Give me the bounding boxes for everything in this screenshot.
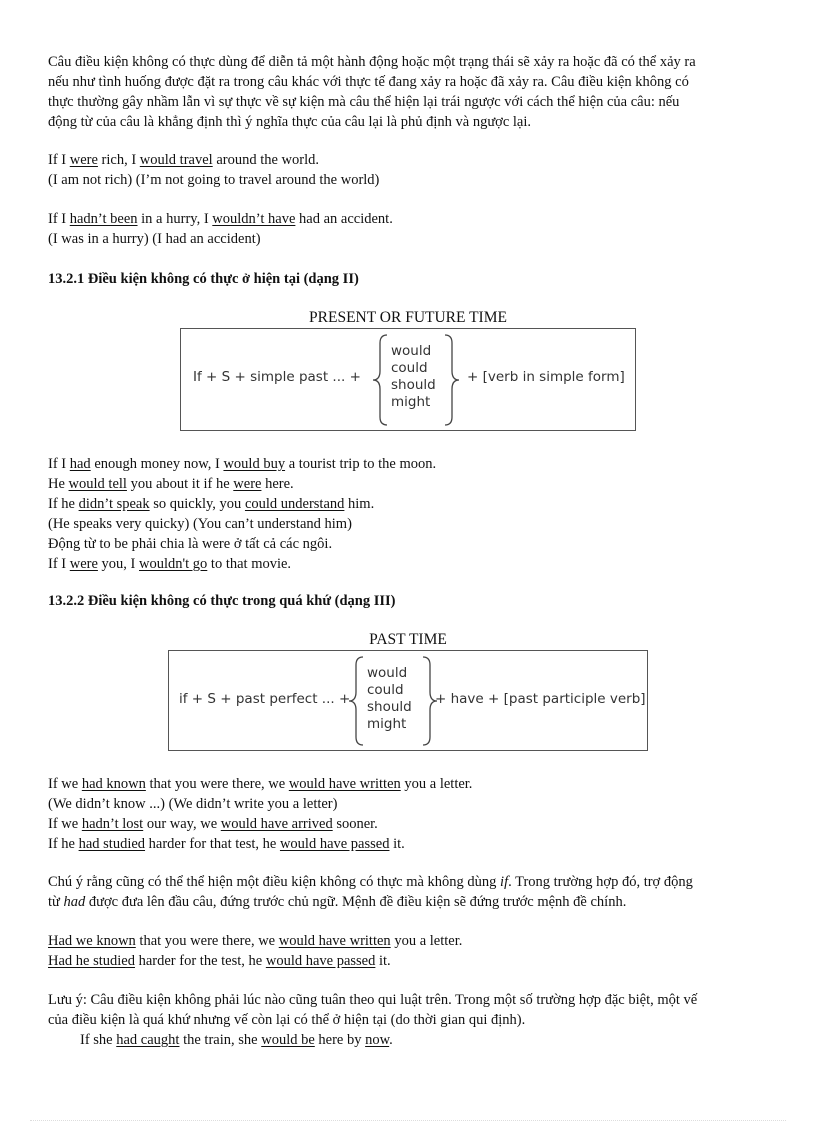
intro-line: thực thường gây nhầm lẫn vì sự thực về sự kiện mà câu thể hiện lại trái ngược với cách thể hiện của câu: nếu xyxy=(48,94,680,110)
section-heading: 13.2.2 Điều kiện không có thực trong quá khứ (dạng III) xyxy=(48,593,396,609)
modal-might: might xyxy=(367,716,407,732)
right-brace-icon xyxy=(443,333,461,427)
inversion-line: từ had được đưa lên đầu câu, đứng trước chủ ngữ. Mệnh đề điều kiện sẽ đứng trước mệnh đề chính. xyxy=(48,894,627,910)
example-sentence: If I hadn’t been in a hurry, I wouldn’t have had an accident. xyxy=(48,211,393,227)
inversion-paragraph xyxy=(48,872,768,912)
example-block xyxy=(48,209,768,249)
example-sentence: If I were you, I wouldn't go to that movie. xyxy=(48,556,292,572)
example-sentence: If he had studied harder for that test, he would have passed it. xyxy=(48,836,405,852)
section-heading: 13.2.1 Điều kiện không có thực ở hiện tại (dạng II) xyxy=(48,271,359,287)
example-list xyxy=(48,454,768,574)
example-sentence: If she had caught the train, she would be here by now. xyxy=(80,1032,393,1048)
formula-box xyxy=(180,328,636,431)
modal-might: might xyxy=(391,394,431,410)
example-sentence: If he didn’t speak so quickly, you could understand him. xyxy=(48,496,375,512)
modal-could: could xyxy=(367,682,404,698)
figure-title: PAST TIME xyxy=(369,631,447,648)
example-sentence: If I were rich, I would travel around the world. xyxy=(48,152,319,168)
rule-text: Động từ to be phải chia là were ở tất cả các ngôi. xyxy=(48,536,333,552)
example-block xyxy=(48,150,768,190)
example-sentence: If we hadn’t lost our way, we would have arrived sooner. xyxy=(48,816,378,832)
intro-line: nếu như tình huống được đặt ra trong câu khác với thực tế đang xảy ra hoặc đã xảy ra. Câu điều kiện không có xyxy=(48,74,689,90)
modal-list xyxy=(391,343,436,411)
intro-line: Câu điều kiện không có thực dùng để diễn tả một hành động hoặc một trạng thái sẽ xảy ra hoặc đã có thể xảy ra xyxy=(48,54,696,70)
example-note: (He speaks very quicky) (You can’t understand him) xyxy=(48,516,352,532)
formula-right: + [verb in simple form] xyxy=(467,369,625,385)
modal-would: would xyxy=(391,343,432,359)
formula-left: if + S + past perfect ... + xyxy=(179,691,351,707)
example-note: (I was in a hurry) (I had an accident) xyxy=(48,231,261,247)
note-line: của điều kiện là quá khứ nhưng vế còn lại có thể ở hiện tại (do thời gian qui định). xyxy=(48,1012,526,1028)
modal-could: could xyxy=(391,360,428,376)
modal-should: should xyxy=(367,699,412,715)
formula-left: If + S + simple past ... + xyxy=(193,369,361,385)
modal-would: would xyxy=(367,665,408,681)
formula-right: + have + [past participle verb] xyxy=(435,691,646,707)
left-brace-icon xyxy=(371,333,389,427)
example-note: (I am not rich) (I’m not going to travel around the world) xyxy=(48,172,380,188)
formula-box xyxy=(168,650,648,751)
modal-list xyxy=(367,665,412,733)
example-note: (We didn’t know ...) (We didn’t write you a letter) xyxy=(48,796,338,812)
final-note xyxy=(48,990,768,1050)
inversion-line: Chú ý rằng cũng có thể thể hiện một điều kiện không có thực mà không dùng if. Trong trường hợp đó, trợ động xyxy=(48,874,693,890)
example-sentence: Had we known that you were there, we would have written you a letter. xyxy=(48,933,463,949)
page-bottom-divider xyxy=(30,1120,786,1121)
note-line: Lưu ý: Câu điều kiện không phải lúc nào cũng tuân theo qui luật trên. Trong một số trường hợp đặc biệt, một vế xyxy=(48,992,698,1008)
example-list xyxy=(48,931,768,971)
intro-line: động từ của câu là khẳng định thì ý nghĩa thực của câu lại là phủ định và ngược lại. xyxy=(48,114,532,130)
intro-paragraph xyxy=(48,52,768,132)
example-sentence: If I had enough money now, I would buy a tourist trip to the moon. xyxy=(48,456,437,472)
example-sentence: If we had known that you were there, we would have written you a letter. xyxy=(48,776,473,792)
example-list xyxy=(48,774,768,854)
figure-title: PRESENT OR FUTURE TIME xyxy=(309,309,507,326)
left-brace-icon xyxy=(347,655,365,747)
modal-should: should xyxy=(391,377,436,393)
example-sentence: He would tell you about it if he were here. xyxy=(48,476,294,492)
example-sentence: Had he studied harder for the test, he would have passed it. xyxy=(48,953,391,969)
